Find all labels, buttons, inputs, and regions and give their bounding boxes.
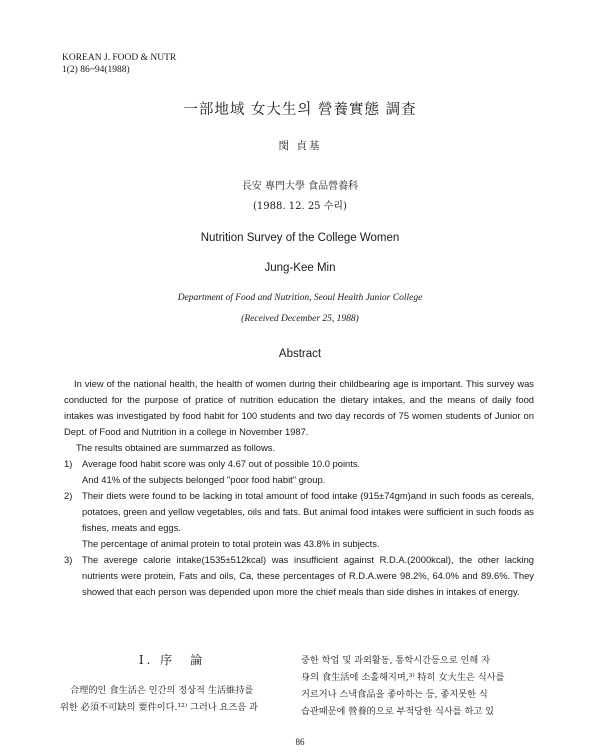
english-received-date: (Received December 25, 1988) (241, 314, 359, 324)
body-line: 습관때문에 營養的으로 부적당한 식사를 하고 있 (301, 706, 495, 717)
result-subtext: And 41% of the subjects belonged "poor food habit" group. (82, 474, 326, 485)
result-item (64, 456, 534, 488)
english-title: Nutrition Survey of the College Women (200, 232, 400, 244)
result-item (64, 488, 534, 552)
korean-title: 一部地域 女大生의 營養實態 調査 (183, 102, 417, 118)
body-line: 위한 必須不可缺의 要件이다.¹²⁾ 그러나 요즈음 과 (60, 702, 258, 713)
page-number: 86 (295, 737, 305, 747)
body-column-left (60, 652, 284, 716)
abstract-body (64, 376, 534, 600)
result-text: Their diets were found to be lacking in total amount of food intake (915±74gm)and in such foods as cereals, potatoes, green and yellow vegetables, oils and fats. But animal food intakes were sufficient in such foods as fishes, meats and eggs. (82, 490, 534, 533)
body-line: 거르거나 스낵食品을 좋아하는 등, 좋지못한 식 (301, 689, 488, 700)
body-line: 身의 食生活에 소홀해지며,³⁾ 特히 女大生은 식사를 (301, 672, 505, 683)
section-heading: Ⅰ. 序 論 (138, 653, 206, 667)
journal-header (62, 52, 176, 76)
korean-author: 閔 貞基 (278, 140, 322, 152)
body-column-right (301, 652, 539, 720)
result-number: 3) (64, 554, 73, 565)
abstract-intro: In view of the national health, the health of women during their childbearing age is important. This survey was conducted for the purpose of pratice of nutrition education the dietary intakes, and the means of daily food intakes was investigated by food habit for 100 students and two day records of 75 women students of Junior on Dept. of Food and Nutrition in a college in November 1987. (64, 378, 534, 437)
english-author: Jung-Kee Min (264, 262, 336, 274)
body-line: 중한 학업 및 과외활동, 통학시간등으로 인해 자 (301, 655, 491, 666)
result-subtext: The percentage of animal protein to total protein was 43.8% in subjects. (82, 538, 380, 549)
journal-volume: 1(2) 86~94(1988) (62, 65, 130, 75)
body-line: 合理的인 食生活은 인간의 정상적 生活維持를 (70, 685, 254, 696)
english-affiliation: Department of Food and Nutrition, Seoul Health Junior College (177, 293, 423, 303)
result-text: Average food habit score was only 4.67 out of possible 10.0 points. (82, 458, 361, 469)
result-item (64, 552, 534, 600)
korean-received-date: (1988. 12. 25 수리) (253, 201, 347, 212)
result-text: The averege calorie intake(1535±512kcal) was insufficient against R.D.A.(2000kcal), the other lacking nutrients were protein, Fats and oils, Ca, these percentages of R.D.A.were 98.2%, 64.0% and 89.6%. They showed that each person was depended upon more the chief meals than side dishes in intakes of energy. (82, 554, 534, 597)
abstract-lead: The results obtained are summarzed as follows. (76, 442, 276, 453)
abstract-heading: Abstract (278, 348, 322, 360)
journal-name: KOREAN J. FOOD & NUTR (62, 53, 177, 63)
korean-affiliation: 長安 專門大學 食品營養科 (241, 181, 359, 192)
result-number: 2) (64, 490, 73, 501)
result-number: 1) (64, 458, 73, 469)
